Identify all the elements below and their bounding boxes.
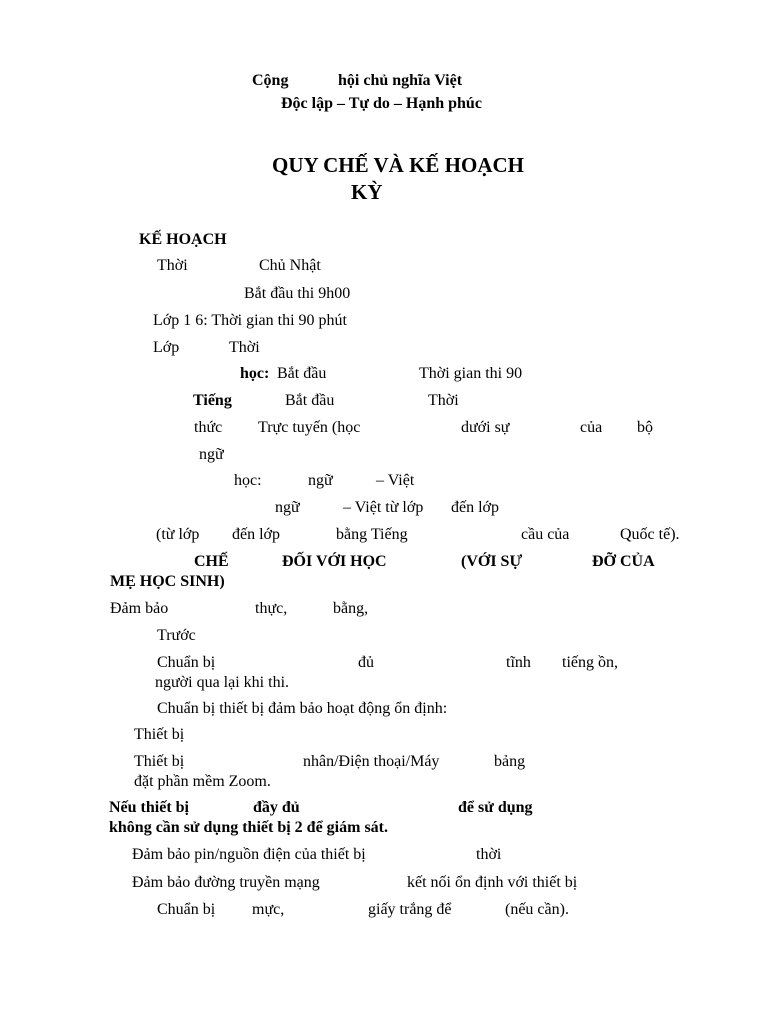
rules-heading: (VỚI SỰ [461,553,523,570]
rules-text: Thiết bị [134,753,185,770]
rules-text: nhân/Điện thoại/Máy [303,753,440,770]
plan-text: – Việt [376,472,415,489]
rules-text: Đảm bảo [110,600,169,617]
plan-text: Tiếng [193,392,232,409]
rules-text: thời [476,846,502,863]
rules-text: tĩnh [506,654,531,671]
rules-text: Chuẩn bị thiết bị đảm bảo hoạt động ổn định: [157,700,448,717]
motto-part: Cộng [252,72,289,89]
rules-heading: ĐỐI VỚI HỌC [282,553,387,570]
rules-text: Thiết bị [134,726,185,743]
rules-text: không cần sử dụng thiết bị 2 để giám sát. [109,819,388,836]
plan-text: Trực tuyến (học [258,419,361,436]
plan-text: bộ [637,419,653,436]
rules-text: đầy đủ [253,799,300,816]
rules-text: Chuẩn bị [157,654,216,671]
motto-line2: Độc lập – Tự do – Hạnh phúc [281,95,482,112]
plan-text: (từ lớp [156,526,200,543]
rules-text: Chuẩn bị [157,901,216,918]
plan-text: Thời [157,257,188,274]
rules-text: Đảm bảo đường truyền mạng [132,874,320,891]
plan-text: Lớp 1 6: Thời gian thi 90 phút [153,312,347,329]
rules-text: Đảm bảo pin/nguồn điện của thiết bị [132,846,366,863]
rules-text: thực, [255,600,288,617]
plan-text: bằng Tiếng [336,526,408,543]
rules-heading-line2: MẸ HỌC SINH) [110,573,225,590]
rules-text: Nếu thiết bị [109,799,189,816]
plan-heading: KẾ HOẠCH [139,231,227,248]
rules-text: kết nối ổn định với thiết bị [407,874,578,891]
plan-text: học: [234,472,262,489]
plan-text: Bắt đầu thi 9h00 [244,285,351,302]
plan-text: dưới sự [461,419,510,436]
plan-text: học: [240,365,270,382]
plan-text: Thời [229,339,260,356]
plan-text: Chủ Nhật [259,257,321,274]
plan-text: Bắt đầu [285,392,335,409]
plan-text: Thời [428,392,459,409]
rules-text: (nếu cần). [505,901,569,918]
rules-text: mực, [252,901,285,918]
plan-text: Thời gian thi 90 [419,365,523,382]
rules-heading: ĐỠ CỦA [592,553,655,570]
plan-text: đến lớp [232,526,281,543]
rules-text: bảng [494,753,526,770]
plan-text: – Việt từ lớp [343,499,424,516]
motto-part: hội chủ nghĩa Việt [338,72,463,89]
rules-text: giấy trắng để [368,901,452,918]
plan-text: của [580,419,603,436]
rules-text: bằng, [333,600,369,617]
plan-text: Quốc tế). [620,526,680,543]
title-line2: KỲ [351,180,383,204]
rules-text: đặt phần mềm Zoom. [134,773,271,790]
rules-text: Trước [157,627,196,644]
rules-text: tiếng ồn, [562,654,618,671]
rules-text: người qua lại khi thi. [155,674,290,691]
title-line1: QUY CHẾ VÀ KẾ HOẠCH [272,153,525,177]
plan-text: cầu của [521,526,570,543]
plan-text: Lớp [153,339,180,356]
plan-text: ngữ [308,472,333,489]
plan-text: ngữ [199,446,224,463]
plan-text: thức [194,419,223,436]
plan-text: ngữ [275,499,300,516]
plan-text: Bắt đầu [277,365,327,382]
rules-heading: CHẾ [194,553,229,570]
rules-text: để sử dụng [458,799,533,816]
rules-text: đủ [358,654,374,671]
plan-text: đến lớp [451,499,500,516]
